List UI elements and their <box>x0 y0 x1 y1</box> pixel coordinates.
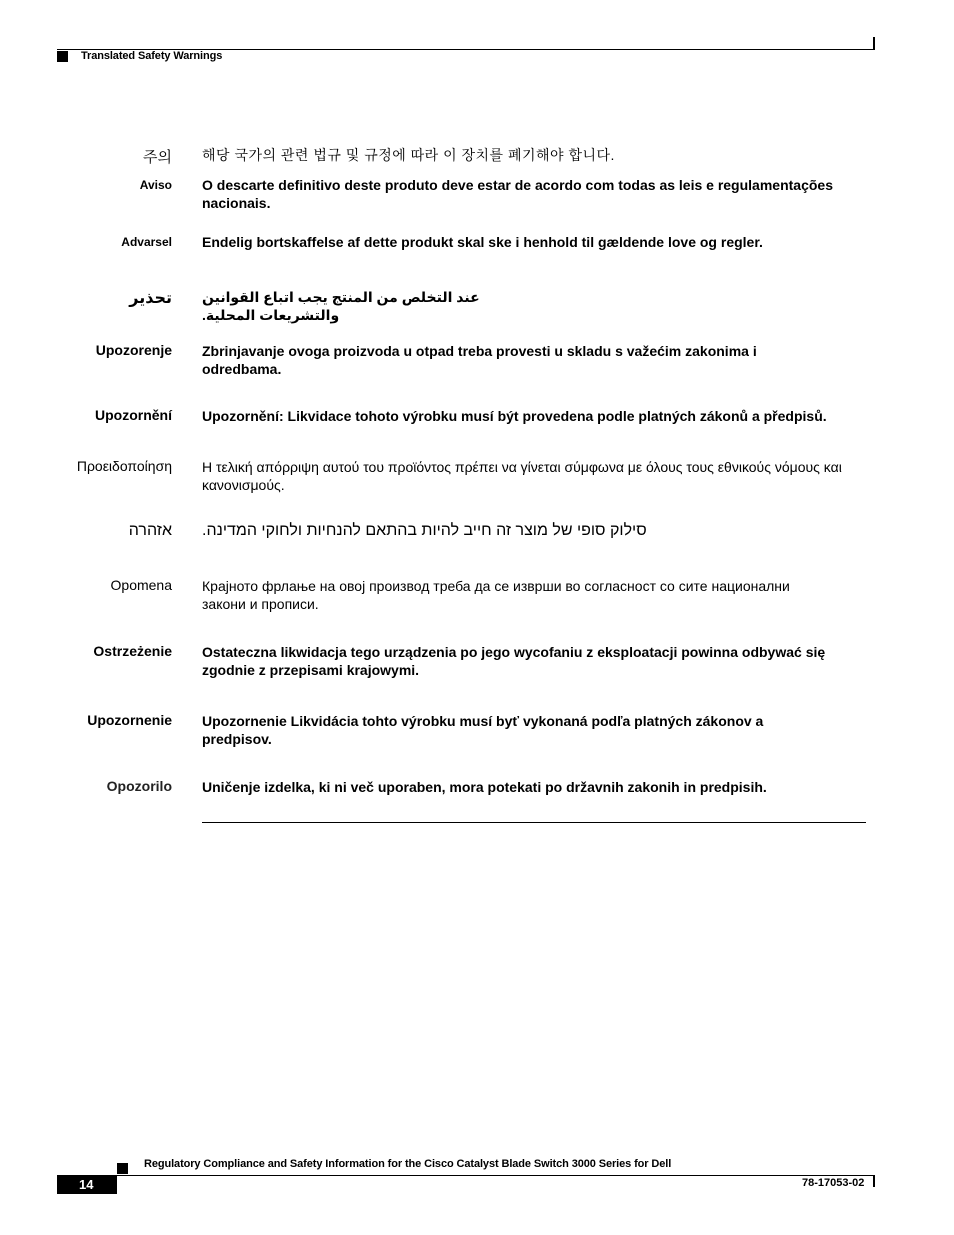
warning-label: Upozornenie <box>87 712 172 728</box>
warning-label: Aviso <box>139 178 172 192</box>
warning-label: Opomena <box>110 577 172 593</box>
warning-label: אזהרה <box>128 522 172 539</box>
document-number: 78-17053-02 <box>802 1177 865 1189</box>
warning-label: Upozorenje <box>95 342 172 358</box>
section-end-rule <box>202 822 866 823</box>
warning-label: Ostrzeżenie <box>93 643 172 659</box>
warning-text: Endelig bortskaffelse af dette produkt skal ske i henhold til gældende love og regler. <box>202 234 763 250</box>
warning-text: 해당 국가의 관련 법규 및 규정에 따라 이 장치를 폐기해야 합니다. <box>202 147 615 163</box>
warning-label: Upozornění <box>95 407 172 423</box>
footer-tick-mark <box>873 1175 875 1187</box>
warning-label: Advarsel <box>121 235 172 249</box>
section-title: Translated Safety Warnings <box>81 50 223 62</box>
warning-text: Upozornění: Likvidace tohoto výrobku musí být provedena podle platných zákonů a předpisů. <box>202 408 827 424</box>
footer-marker-block <box>117 1163 128 1174</box>
warning-text: Uničenje izdelka, ki ni več uporaben, mora potekati po državnih zakonih in predpisih. <box>202 779 767 795</box>
footer-document-title: Regulatory Compliance and Safety Information for the Cisco Catalyst Blade Switch 3000 Series for Dell <box>144 1158 672 1170</box>
warning-label: Opozorilo <box>106 778 172 794</box>
warning-label: تحذير <box>129 290 172 307</box>
header-tick-mark <box>873 37 875 50</box>
warning-text: O descarte definitivo deste produto deve estar de acordo com todas as leis e regulamentações nacionais. <box>202 177 833 211</box>
warning-label: Προειδοποίηση <box>76 458 172 474</box>
warning-text: عند التخلص من المنتج يجب اتباع القوانين والتشريعات المحلية. <box>202 289 480 323</box>
warning-text: Zbrinjavanje ovoga proizvoda u otpad treba provesti u skladu s važećim zakonima i odredbama. <box>202 343 757 377</box>
warning-text: Η τελική απόρριψη αυτού του προϊόντος πρέπει να γίνεται σύμφωνα με όλους τους εθνικούς νόμους και κανονισμούς. <box>202 459 842 493</box>
footer-rule <box>117 1175 874 1176</box>
warning-text: Крајното фрлање на овој производ треба да се изврши во согласност со сите национални закони и прописи. <box>202 578 790 612</box>
warning-text: סילוק סופי של מוצר זה חייב להיות בהתאם להנחיות ולחוקי המדינה. <box>202 522 647 539</box>
page-number: 14 <box>57 1175 117 1194</box>
warning-label: 주의 <box>143 149 172 166</box>
header-marker-block <box>57 51 68 62</box>
warning-text: Ostateczna likwidacja tego urządzenia po jego wycofaniu z eksploatacji powinna odbywać się zgodnie z przepisami krajowymi. <box>202 644 826 678</box>
warning-text: Upozornenie Likvidácia tohto výrobku musí byť vykonaná podľa platných zákonov a predpisov. <box>202 713 764 747</box>
